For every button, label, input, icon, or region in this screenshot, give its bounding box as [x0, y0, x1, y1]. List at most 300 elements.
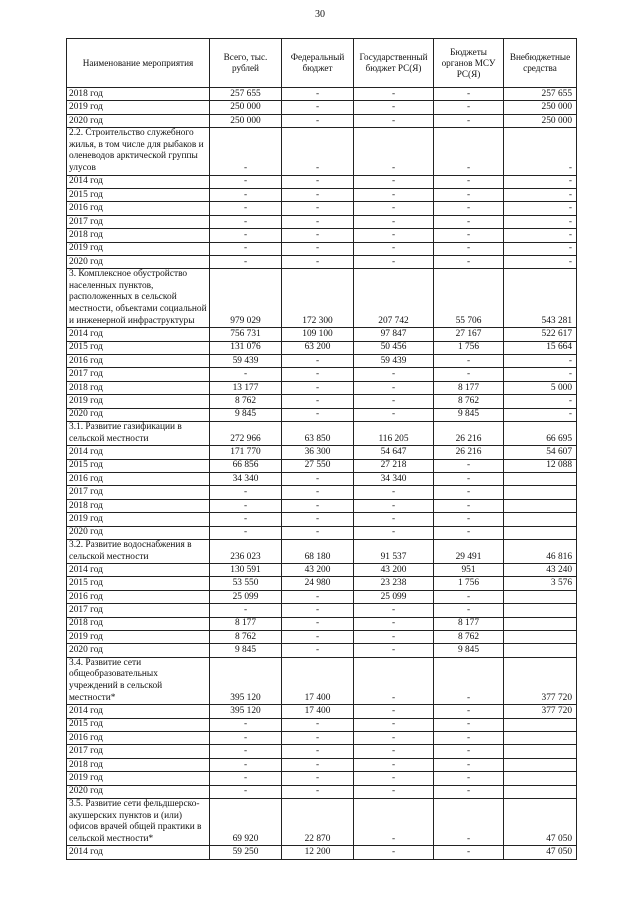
row-name: 3.4. Развитие сети общеобразовательных учреждений в сельской местности*	[67, 657, 210, 704]
row-name: 2014 год	[67, 446, 210, 459]
cell-total: -	[210, 215, 282, 228]
row-name: 2018 год	[67, 758, 210, 771]
header-federal: Федеральный бюджет	[282, 39, 354, 88]
row-name: 2020 год	[67, 114, 210, 127]
cell-state: -	[354, 731, 434, 744]
table-row	[67, 242, 577, 255]
row-name: 2020 год	[67, 255, 210, 268]
row-name: 2015 год	[67, 577, 210, 590]
cell-total: -	[210, 718, 282, 731]
table-row	[67, 644, 577, 657]
cell-federal: -	[282, 718, 354, 731]
table-row	[67, 604, 577, 617]
cell-state: -	[354, 101, 434, 114]
table-row	[67, 459, 577, 472]
cell-total: -	[210, 242, 282, 255]
row-name: 2018 год	[67, 229, 210, 242]
cell-total: -	[210, 175, 282, 188]
cell-total: -	[210, 526, 282, 539]
cell-total: -	[210, 731, 282, 744]
cell-extrabudget: -	[504, 395, 577, 408]
cell-federal: -	[282, 513, 354, 526]
cell-federal: -	[282, 395, 354, 408]
table-row	[67, 269, 577, 328]
cell-federal: -	[282, 758, 354, 771]
cell-state: 25 099	[354, 590, 434, 603]
table-row	[67, 772, 577, 785]
row-name: 2018 год	[67, 88, 210, 101]
cell-federal: -	[282, 604, 354, 617]
cell-municipal: -	[434, 175, 504, 188]
cell-municipal: -	[434, 604, 504, 617]
cell-municipal: -	[434, 229, 504, 242]
cell-federal: -	[282, 368, 354, 381]
row-name: 3.5. Развитие сети фельдшерско-акушерских пунктов и (или) офисов врачей общей практики в сельской местности*	[67, 798, 210, 845]
cell-municipal: 1 756	[434, 341, 504, 354]
cell-municipal: -	[434, 513, 504, 526]
cell-municipal: 8 177	[434, 617, 504, 630]
cell-state: 34 340	[354, 472, 434, 485]
cell-state: -	[354, 255, 434, 268]
cell-municipal: 8 177	[434, 381, 504, 394]
row-name: 2014 год	[67, 705, 210, 718]
cell-state: -	[354, 368, 434, 381]
cell-total: 25 099	[210, 590, 282, 603]
cell-federal: -	[282, 355, 354, 368]
cell-municipal: -	[434, 114, 504, 127]
cell-total: 395 120	[210, 705, 282, 718]
cell-municipal: -	[434, 731, 504, 744]
table-row	[67, 229, 577, 242]
cell-federal: -	[282, 644, 354, 657]
row-name: 2.2. Строительство служебного жилья, в том числе для рыбаков и оленеводов арктической группы улусов	[67, 128, 210, 175]
cell-total: 8 762	[210, 395, 282, 408]
cell-total: -	[210, 745, 282, 758]
cell-total: -	[210, 785, 282, 798]
cell-federal: 63 850	[282, 421, 354, 445]
table-row	[67, 657, 577, 704]
cell-extrabudget	[504, 718, 577, 731]
cell-extrabudget	[504, 499, 577, 512]
cell-municipal: -	[434, 758, 504, 771]
row-name: 3.2. Развитие водоснабжения в сельской местности	[67, 539, 210, 563]
cell-extrabudget: -	[504, 355, 577, 368]
cell-municipal: -	[434, 526, 504, 539]
table-row	[67, 798, 577, 845]
cell-state: -	[354, 395, 434, 408]
cell-extrabudget	[504, 472, 577, 485]
cell-total: 130 591	[210, 564, 282, 577]
cell-municipal: -	[434, 846, 504, 859]
cell-state: 27 218	[354, 459, 434, 472]
cell-state: 43 200	[354, 564, 434, 577]
table-row	[67, 88, 577, 101]
cell-extrabudget	[504, 644, 577, 657]
table-body	[67, 88, 577, 860]
table-row	[67, 731, 577, 744]
header-state: Государственный бюджет РС(Я)	[354, 39, 434, 88]
cell-state: -	[354, 705, 434, 718]
cell-extrabudget: 377 720	[504, 705, 577, 718]
cell-extrabudget: 66 695	[504, 421, 577, 445]
cell-state: -	[354, 785, 434, 798]
cell-federal: -	[282, 242, 354, 255]
table-row	[67, 499, 577, 512]
cell-state: -	[354, 644, 434, 657]
cell-federal: -	[282, 188, 354, 201]
cell-extrabudget	[504, 486, 577, 499]
cell-state: 207 742	[354, 269, 434, 328]
row-name: 2019 год	[67, 395, 210, 408]
cell-extrabudget: 47 050	[504, 798, 577, 845]
cell-state: -	[354, 381, 434, 394]
cell-total: 53 550	[210, 577, 282, 590]
cell-state: -	[354, 846, 434, 859]
cell-total: 59 439	[210, 355, 282, 368]
cell-state: -	[354, 229, 434, 242]
table-row	[67, 526, 577, 539]
cell-extrabudget: 250 000	[504, 101, 577, 114]
row-name: 2014 год	[67, 175, 210, 188]
row-name: 2018 год	[67, 381, 210, 394]
cell-state: -	[354, 526, 434, 539]
cell-federal: 27 550	[282, 459, 354, 472]
cell-municipal: 8 762	[434, 631, 504, 644]
table-row	[67, 421, 577, 445]
header-total: Всего, тыс. рублей	[210, 39, 282, 88]
row-name: 2015 год	[67, 718, 210, 731]
cell-state: 54 647	[354, 446, 434, 459]
table-row	[67, 328, 577, 341]
cell-extrabudget: -	[504, 242, 577, 255]
cell-municipal: -	[434, 459, 504, 472]
cell-extrabudget	[504, 772, 577, 785]
table-header-row	[67, 39, 577, 88]
header-name: Наименование мероприятия	[67, 39, 210, 88]
cell-state: 23 238	[354, 577, 434, 590]
table-row	[67, 395, 577, 408]
cell-extrabudget: 250 000	[504, 114, 577, 127]
cell-extrabudget: 3 576	[504, 577, 577, 590]
cell-federal: 24 980	[282, 577, 354, 590]
cell-federal: -	[282, 785, 354, 798]
cell-municipal: -	[434, 486, 504, 499]
cell-federal: 36 300	[282, 446, 354, 459]
row-name: 2020 год	[67, 644, 210, 657]
cell-municipal: -	[434, 772, 504, 785]
table-row	[67, 846, 577, 859]
row-name: 2016 год	[67, 731, 210, 744]
cell-federal: -	[282, 590, 354, 603]
cell-total: -	[210, 604, 282, 617]
row-name: 2019 год	[67, 772, 210, 785]
cell-total: 34 340	[210, 472, 282, 485]
cell-federal: -	[282, 745, 354, 758]
table-row	[67, 539, 577, 563]
cell-state: -	[354, 718, 434, 731]
row-name: 2019 год	[67, 631, 210, 644]
table-row	[67, 355, 577, 368]
cell-federal: -	[282, 631, 354, 644]
cell-municipal: -	[434, 242, 504, 255]
header-extrabudget: Внебюджетные средства	[504, 39, 577, 88]
cell-extrabudget	[504, 745, 577, 758]
cell-municipal: -	[434, 255, 504, 268]
cell-municipal: 55 706	[434, 269, 504, 328]
cell-total: -	[210, 202, 282, 215]
row-name: 2017 год	[67, 486, 210, 499]
cell-extrabudget: 47 050	[504, 846, 577, 859]
cell-municipal: 9 845	[434, 644, 504, 657]
row-name: 3.1. Развитие газификации в сельской местности	[67, 421, 210, 445]
cell-extrabudget: -	[504, 215, 577, 228]
cell-federal: -	[282, 128, 354, 175]
cell-total: 257 655	[210, 88, 282, 101]
cell-total: 13 177	[210, 381, 282, 394]
row-name: 2018 год	[67, 499, 210, 512]
cell-extrabudget: 43 240	[504, 564, 577, 577]
cell-extrabudget: 522 617	[504, 328, 577, 341]
table-row	[67, 486, 577, 499]
cell-total: 236 023	[210, 539, 282, 563]
cell-total: 9 845	[210, 408, 282, 421]
cell-municipal: -	[434, 705, 504, 718]
cell-extrabudget	[504, 604, 577, 617]
table-row	[67, 175, 577, 188]
cell-total: -	[210, 513, 282, 526]
table-row	[67, 513, 577, 526]
cell-state: -	[354, 758, 434, 771]
cell-total: 8 177	[210, 617, 282, 630]
table-row	[67, 255, 577, 268]
cell-state: 116 205	[354, 421, 434, 445]
cell-extrabudget	[504, 785, 577, 798]
row-name: 2016 год	[67, 355, 210, 368]
cell-extrabudget: -	[504, 202, 577, 215]
cell-extrabudget: 12 088	[504, 459, 577, 472]
cell-extrabudget: -	[504, 128, 577, 175]
cell-state: -	[354, 175, 434, 188]
cell-federal: -	[282, 617, 354, 630]
cell-total: 979 029	[210, 269, 282, 328]
cell-total: 66 856	[210, 459, 282, 472]
cell-federal: -	[282, 472, 354, 485]
cell-municipal: -	[434, 202, 504, 215]
cell-extrabudget: 543 281	[504, 269, 577, 328]
table-row	[67, 341, 577, 354]
cell-municipal: -	[434, 368, 504, 381]
cell-federal: -	[282, 381, 354, 394]
cell-extrabudget: 54 607	[504, 446, 577, 459]
cell-federal: -	[282, 772, 354, 785]
cell-extrabudget: -	[504, 368, 577, 381]
budget-table	[66, 38, 577, 860]
cell-total: -	[210, 772, 282, 785]
cell-municipal: -	[434, 499, 504, 512]
table-row	[67, 564, 577, 577]
row-name: 2015 год	[67, 341, 210, 354]
cell-federal: -	[282, 88, 354, 101]
cell-municipal: -	[434, 101, 504, 114]
cell-extrabudget: 5 000	[504, 381, 577, 394]
row-name: 2017 год	[67, 604, 210, 617]
cell-federal: 109 100	[282, 328, 354, 341]
cell-total: -	[210, 128, 282, 175]
cell-municipal: 8 762	[434, 395, 504, 408]
cell-state: -	[354, 188, 434, 201]
cell-municipal: -	[434, 798, 504, 845]
cell-federal: 17 400	[282, 657, 354, 704]
cell-municipal: -	[434, 472, 504, 485]
cell-municipal: -	[434, 745, 504, 758]
cell-municipal: -	[434, 718, 504, 731]
cell-federal: 172 300	[282, 269, 354, 328]
cell-state: -	[354, 798, 434, 845]
cell-state: -	[354, 88, 434, 101]
cell-federal: -	[282, 408, 354, 421]
cell-total: 171 770	[210, 446, 282, 459]
cell-municipal: 26 216	[434, 421, 504, 445]
row-name: 2017 год	[67, 745, 210, 758]
table-row	[67, 215, 577, 228]
row-name: 2016 год	[67, 590, 210, 603]
cell-municipal: -	[434, 215, 504, 228]
cell-federal: 43 200	[282, 564, 354, 577]
cell-municipal: -	[434, 128, 504, 175]
cell-municipal: -	[434, 785, 504, 798]
cell-total: 59 250	[210, 846, 282, 859]
cell-extrabudget	[504, 526, 577, 539]
cell-federal: -	[282, 202, 354, 215]
table-row	[67, 631, 577, 644]
cell-extrabudget: 377 720	[504, 657, 577, 704]
cell-federal: 12 200	[282, 846, 354, 859]
cell-municipal: -	[434, 88, 504, 101]
row-name: 2019 год	[67, 513, 210, 526]
cell-municipal: 27 167	[434, 328, 504, 341]
cell-municipal: 9 845	[434, 408, 504, 421]
cell-municipal: -	[434, 657, 504, 704]
cell-federal: 68 180	[282, 539, 354, 563]
cell-state: -	[354, 128, 434, 175]
table-row	[67, 114, 577, 127]
cell-extrabudget: -	[504, 229, 577, 242]
cell-extrabudget: -	[504, 255, 577, 268]
cell-federal: -	[282, 101, 354, 114]
table-row	[67, 718, 577, 731]
table-row	[67, 705, 577, 718]
row-name: 2019 год	[67, 242, 210, 255]
cell-state: 97 847	[354, 328, 434, 341]
header-municipal: Бюджеты органов МСУ РС(Я)	[434, 39, 504, 88]
table-row	[67, 446, 577, 459]
cell-extrabudget	[504, 513, 577, 526]
cell-municipal: 1 756	[434, 577, 504, 590]
cell-extrabudget	[504, 731, 577, 744]
table-row	[67, 745, 577, 758]
cell-extrabudget: -	[504, 408, 577, 421]
table-row	[67, 128, 577, 175]
cell-federal: -	[282, 499, 354, 512]
cell-total: -	[210, 486, 282, 499]
table-row	[67, 785, 577, 798]
table-row	[67, 617, 577, 630]
cell-municipal: 26 216	[434, 446, 504, 459]
row-name: 2020 год	[67, 526, 210, 539]
cell-state: -	[354, 114, 434, 127]
cell-federal: 22 870	[282, 798, 354, 845]
cell-total: 8 762	[210, 631, 282, 644]
table-row	[67, 202, 577, 215]
cell-state: -	[354, 215, 434, 228]
cell-federal: 63 200	[282, 341, 354, 354]
cell-total: 272 966	[210, 421, 282, 445]
cell-total: -	[210, 229, 282, 242]
cell-total: -	[210, 499, 282, 512]
cell-total: -	[210, 758, 282, 771]
row-name: 2015 год	[67, 459, 210, 472]
row-name: 2015 год	[67, 188, 210, 201]
row-name: 3. Комплексное обустройство населенных пунктов, расположенных в сельской местности, объектами социальной и инженерной инфраструктуры	[67, 269, 210, 328]
cell-state: -	[354, 617, 434, 630]
cell-state: 91 537	[354, 539, 434, 563]
cell-extrabudget: 15 664	[504, 341, 577, 354]
table-row	[67, 758, 577, 771]
row-name: 2014 год	[67, 564, 210, 577]
cell-federal: 17 400	[282, 705, 354, 718]
row-name: 2016 год	[67, 202, 210, 215]
cell-federal: -	[282, 486, 354, 499]
row-name: 2017 год	[67, 215, 210, 228]
cell-extrabudget	[504, 758, 577, 771]
cell-total: 395 120	[210, 657, 282, 704]
row-name: 2016 год	[67, 472, 210, 485]
table-row	[67, 577, 577, 590]
cell-state: -	[354, 408, 434, 421]
cell-state: -	[354, 499, 434, 512]
cell-municipal: -	[434, 355, 504, 368]
table-row	[67, 381, 577, 394]
cell-federal: -	[282, 731, 354, 744]
cell-total: -	[210, 188, 282, 201]
cell-state: -	[354, 486, 434, 499]
cell-state: -	[354, 631, 434, 644]
cell-total: 131 076	[210, 341, 282, 354]
cell-state: -	[354, 772, 434, 785]
cell-total: 250 000	[210, 101, 282, 114]
cell-state: -	[354, 242, 434, 255]
table-row	[67, 188, 577, 201]
cell-extrabudget	[504, 590, 577, 603]
cell-state: 59 439	[354, 355, 434, 368]
cell-state: -	[354, 657, 434, 704]
table-row	[67, 590, 577, 603]
cell-total: 69 920	[210, 798, 282, 845]
row-name: 2020 год	[67, 785, 210, 798]
cell-total: 9 845	[210, 644, 282, 657]
cell-extrabudget	[504, 617, 577, 630]
row-name: 2014 год	[67, 846, 210, 859]
cell-federal: -	[282, 114, 354, 127]
table-row	[67, 408, 577, 421]
cell-total: 756 731	[210, 328, 282, 341]
cell-federal: -	[282, 175, 354, 188]
cell-state: -	[354, 202, 434, 215]
row-name: 2017 год	[67, 368, 210, 381]
cell-total: 250 000	[210, 114, 282, 127]
cell-state: -	[354, 745, 434, 758]
cell-total: -	[210, 368, 282, 381]
